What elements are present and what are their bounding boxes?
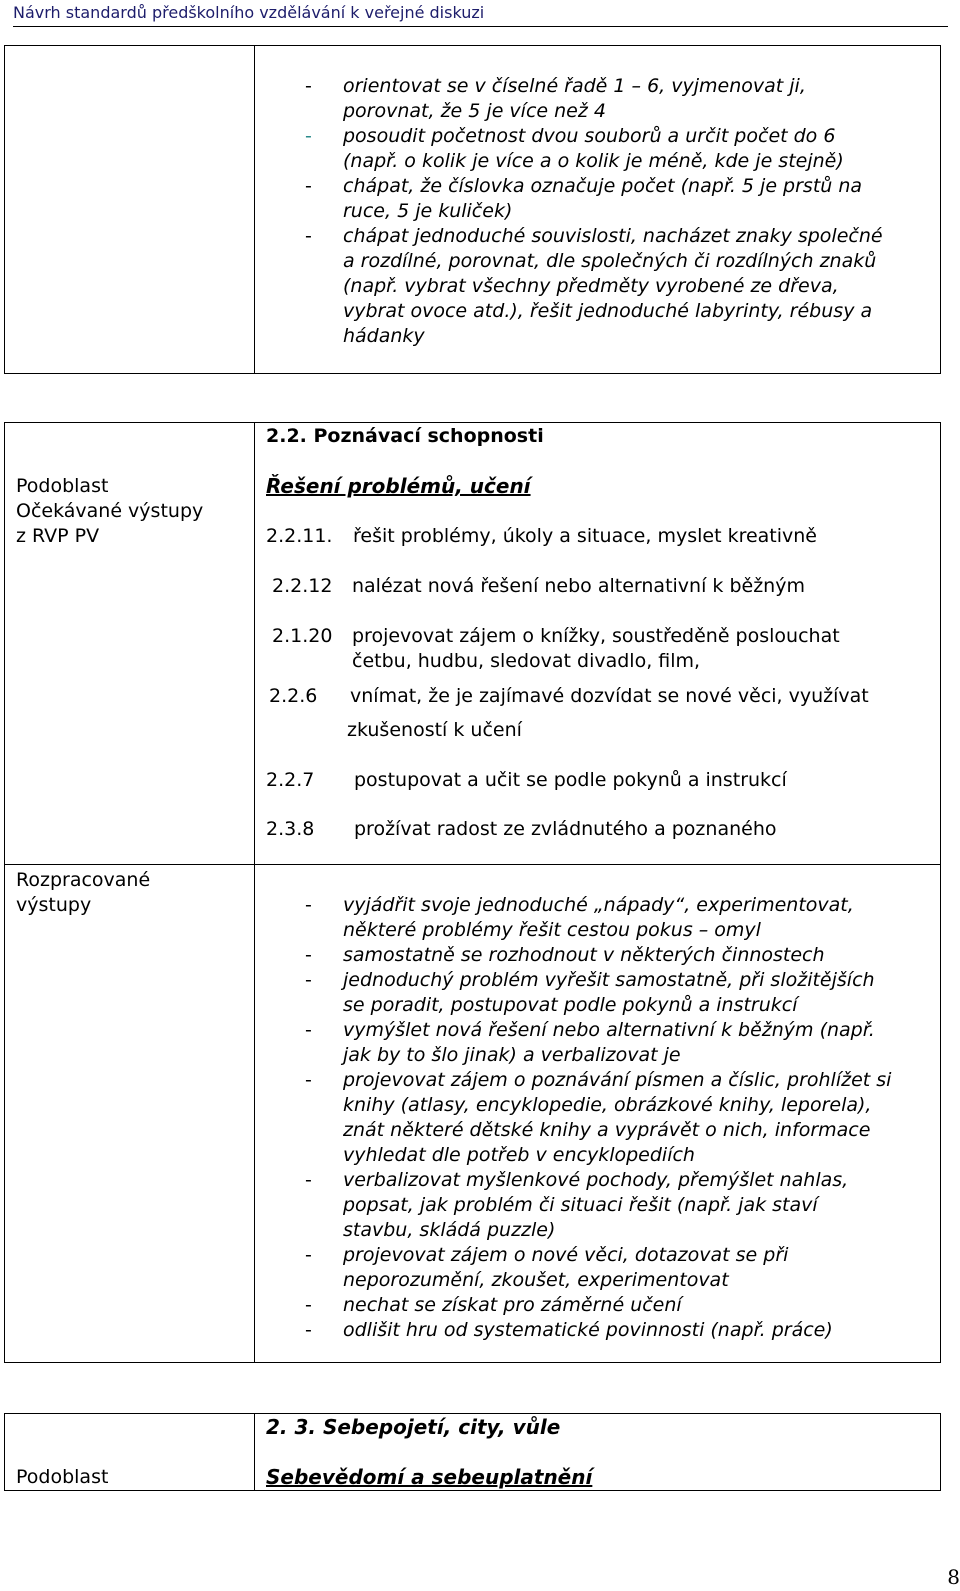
output-code: 2.2.12: [272, 575, 333, 597]
output-text: postupovat a učit se podle pokynů a instrukcí: [354, 769, 787, 791]
row-label-worked-outputs: Rozpracované: [16, 869, 151, 891]
table-column-divider: [254, 1413, 255, 1491]
header-title: Návrh standardů předškolního vzdělávání k veřejné diskuzi: [13, 3, 485, 22]
table-border-bottom: [4, 1362, 941, 1363]
row-label-podoblast: Podoblast: [16, 475, 109, 497]
page-number: 8: [947, 1565, 960, 1589]
output-code: 2.2.11.: [266, 525, 333, 547]
output-text: zkušeností k učení: [347, 719, 522, 741]
output-text: řešit problémy, úkoly a situace, myslet kreativně: [353, 525, 817, 547]
row-label-podoblast: Podoblast: [16, 1466, 109, 1488]
table-border-right: [940, 1413, 941, 1491]
output-text: vnímat, že je zajímavé dozvídat se nové věci, využívat: [350, 685, 869, 707]
output-text: projevovat zájem o knížky, soustředěně poslouchat: [352, 625, 840, 647]
output-code: 2.1.20: [272, 625, 333, 647]
table-column-divider: [254, 422, 255, 1363]
table-border-left: [4, 45, 5, 374]
output-code: 2.2.6: [269, 685, 318, 707]
output-code: 2.2.7: [266, 769, 315, 791]
table-column-divider: [254, 45, 255, 374]
row-label-worked-outputs-2: výstupy: [16, 894, 92, 916]
document-header: [13, 3, 948, 27]
subarea-title: Řešení problémů, učení: [266, 474, 531, 498]
table-border-top: [4, 45, 941, 46]
section-heading: 2. 3. Sebepojetí, city, vůle: [266, 1415, 561, 1439]
output-text: prožívat radost ze zvládnutého a poznaného: [354, 818, 777, 840]
output-text: četbu, hudbu, sledovat divadlo, film,: [352, 650, 701, 672]
table-border-top: [4, 1413, 941, 1414]
table-row-divider: [4, 864, 941, 865]
table-border-left: [4, 422, 5, 1363]
row-label-rvp-pv: z RVP PV: [16, 525, 100, 547]
subarea-title: Sebevědomí a sebeuplatnění: [266, 1465, 593, 1489]
table-border-bottom: [4, 373, 941, 374]
section-heading: 2.2. Poznávací schopnosti: [266, 425, 544, 447]
row-label-expected-outputs: Očekávané výstupy: [16, 500, 204, 522]
output-text: nalézat nová řešení nebo alternativní k běžným: [352, 575, 805, 597]
table-border-right: [940, 422, 941, 1363]
table-border-left: [4, 1413, 5, 1491]
output-code: 2.3.8: [266, 818, 315, 840]
table-border-bottom: [4, 1490, 941, 1491]
table-border-top: [4, 422, 941, 423]
table-border-right: [940, 45, 941, 374]
